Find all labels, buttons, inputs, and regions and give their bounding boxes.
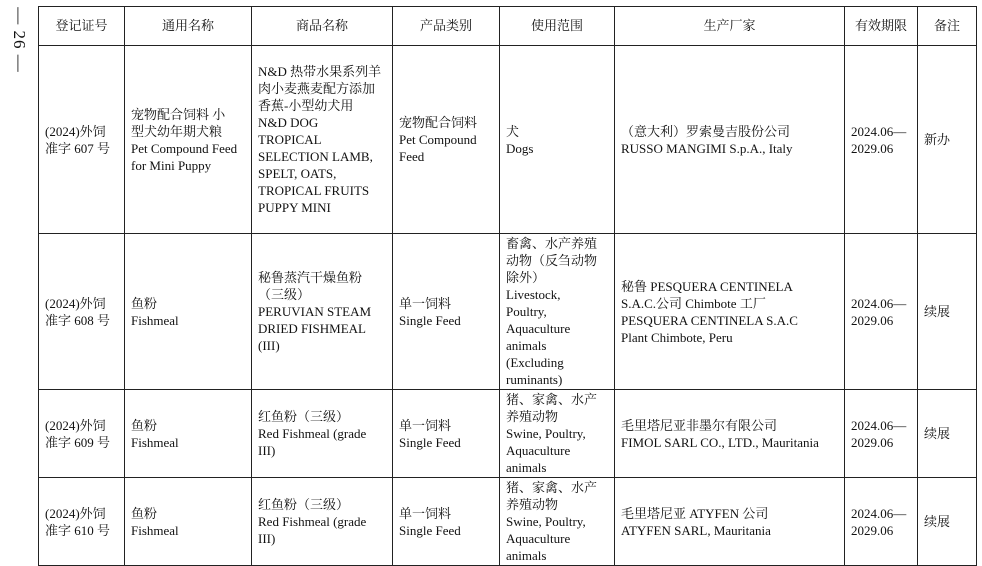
cell-line: 单一饲料: [399, 417, 452, 433]
cell-line: Livestock,: [506, 287, 561, 302]
cell-line: 宠物配合饲料 小: [131, 106, 226, 122]
trade-name-cell: [252, 478, 393, 566]
header-trade-name: 商品名称: [252, 7, 393, 46]
feed-registration-table: [38, 6, 977, 566]
cell-line: （意大利）罗索曼吉股份公司: [621, 123, 791, 139]
cell-line: 畜禽、水产养殖: [506, 236, 598, 251]
cell-line: 秘鲁 PESQUERA CENTINELA: [621, 278, 793, 294]
validity-cell: [845, 46, 918, 234]
cell-line: 2024.06—: [851, 123, 907, 139]
trade-name-cell: [252, 390, 393, 478]
scope-cell: [500, 390, 615, 478]
cell-line: S.A.C.公司 Chimbote 工厂: [621, 295, 766, 311]
cell-line: Aquaculture: [506, 531, 571, 546]
cell-line: (2024)外饲: [45, 417, 106, 433]
page-number-text: — 26 —: [9, 7, 29, 73]
cell-line: N&D 热带水果系列羊: [258, 64, 382, 79]
cell-line: Fishmeal: [131, 522, 179, 538]
cell-line: 单一饲料: [399, 505, 452, 521]
category-cell: [393, 46, 500, 234]
cell-line: Single Feed: [399, 522, 461, 538]
cell-line: 鱼粉: [131, 295, 158, 311]
cell-line: FIMOL SARL CO., LTD., Mauritania: [621, 434, 819, 450]
cell-line: 准字 607 号: [45, 140, 111, 156]
remark-cell: 新办: [918, 46, 977, 234]
cell-line: TROPICAL FRUITS: [258, 183, 370, 198]
header-reg-no: 登记证号: [39, 7, 125, 46]
cell-line: N&D DOG: [258, 115, 319, 130]
cell-line: Fishmeal: [131, 312, 179, 328]
reg-no-cell: [39, 478, 125, 566]
cell-line: (2024)外饲: [45, 505, 106, 521]
cell-line: 型犬幼年期犬粮: [131, 123, 223, 139]
category-cell: [393, 390, 500, 478]
cell-line: Poultry,: [506, 304, 547, 319]
reg-no-cell: [39, 46, 125, 234]
cell-line: 犬: [506, 123, 520, 139]
cell-line: 宠物配合饲料: [399, 115, 478, 130]
validity-cell: [845, 234, 918, 390]
generic-name-cell: [125, 478, 252, 566]
cell-line: DRIED FISHMEAL: [258, 321, 366, 336]
cell-line: Pet Compound Feed: [131, 140, 238, 156]
manufacturer-cell: [615, 390, 845, 478]
cell-line: Fishmeal: [131, 434, 179, 450]
scope-cell: [500, 234, 615, 390]
cell-line: RUSSO MANGIMI S.p.A., Italy: [621, 140, 793, 156]
cell-line: 肉小麦燕麦配方添加: [258, 81, 376, 96]
cell-line: Single Feed: [399, 312, 461, 328]
cell-line: 猪、家禽、水产: [506, 392, 598, 407]
cell-line: Pet Compound: [399, 132, 477, 147]
cell-line: 秘鲁蒸汽干燥鱼粉: [258, 270, 363, 285]
header-manufacturer: 生产厂家: [615, 7, 845, 46]
cell-line: Red Fishmeal (grade: [258, 426, 367, 441]
cell-line: animals: [506, 460, 547, 475]
category-cell: [393, 478, 500, 566]
cell-line: PUPPY MINI: [258, 200, 331, 215]
validity-cell: [845, 390, 918, 478]
cell-line: SELECTION LAMB,: [258, 149, 373, 164]
cell-line: (2024)外饲: [45, 123, 106, 139]
cell-line: 红鱼粉（三级）: [258, 497, 350, 512]
scope-cell: [500, 478, 615, 566]
cell-line: 单一饲料: [399, 295, 452, 311]
header-validity: 有效期限: [845, 7, 918, 46]
table-row: [39, 390, 977, 478]
cell-line: (2024)外饲: [45, 295, 106, 311]
cell-line: for Mini Puppy: [131, 157, 212, 173]
cell-line: III): [258, 443, 276, 458]
header-scope: 使用范围: [500, 7, 615, 46]
cell-line: 猪、家禽、水产: [506, 480, 598, 495]
manufacturer-cell: [615, 478, 845, 566]
cell-line: Red Fishmeal (grade: [258, 514, 367, 529]
cell-line: PESQUERA CENTINELA S.A.C: [621, 312, 798, 328]
cell-line: animals: [506, 338, 547, 353]
cell-line: 准字 610 号: [45, 522, 111, 538]
trade-name-cell: [252, 234, 393, 390]
cell-line: 动物（反刍动物: [506, 253, 598, 268]
cell-line: 准字 608 号: [45, 312, 111, 328]
cell-line: Dogs: [506, 140, 534, 156]
cell-line: Single Feed: [399, 434, 461, 450]
cell-line: 香蕉-小型幼犬用: [258, 98, 354, 113]
cell-line: PERUVIAN STEAM: [258, 304, 372, 319]
cell-line: Swine, Poultry,: [506, 514, 586, 529]
cell-line: （三级）: [258, 287, 311, 302]
cell-line: III): [258, 531, 276, 546]
header-category: 产品类别: [393, 7, 500, 46]
cell-line: 毛里塔尼亚 ATYFEN 公司: [621, 505, 769, 521]
table-row: [39, 234, 977, 390]
cell-line: SPELT, OATS,: [258, 166, 337, 181]
cell-line: (III): [258, 338, 280, 353]
reg-no-cell: [39, 234, 125, 390]
cell-line: Feed: [399, 149, 425, 164]
cell-line: 2029.06: [851, 434, 894, 450]
cell-line: 除外）: [506, 270, 546, 285]
cell-line: Aquaculture: [506, 443, 571, 458]
generic-name-cell: [125, 234, 252, 390]
cell-line: 鱼粉: [131, 505, 158, 521]
cell-line: TROPICAL: [258, 132, 322, 147]
cell-line: 2029.06: [851, 140, 894, 156]
reg-no-cell: [39, 390, 125, 478]
cell-line: 准字 609 号: [45, 434, 111, 450]
page-number: [0, 0, 29, 80]
table-row: [39, 478, 977, 566]
cell-line: 毛里塔尼亚非墨尔有限公司: [621, 417, 778, 433]
scope-cell: [500, 46, 615, 234]
cell-line: 2024.06—: [851, 417, 907, 433]
cell-line: ruminants): [506, 372, 563, 387]
trade-name-cell: [252, 46, 393, 234]
cell-line: 2029.06: [851, 522, 894, 538]
manufacturer-cell: [615, 234, 845, 390]
cell-line: 养殖动物: [506, 497, 559, 512]
table-row: [39, 46, 977, 234]
cell-line: (Excluding: [506, 355, 564, 370]
generic-name-cell: [125, 390, 252, 478]
cell-line: 2024.06—: [851, 295, 907, 311]
cell-line: Swine, Poultry,: [506, 426, 586, 441]
generic-name-cell: [125, 46, 252, 234]
remark-cell: 续展: [918, 234, 977, 390]
cell-line: 鱼粉: [131, 417, 158, 433]
remark-cell: 续展: [918, 390, 977, 478]
cell-line: Plant Chimbote, Peru: [621, 329, 733, 345]
cell-line: ATYFEN SARL, Mauritania: [621, 522, 771, 538]
cell-line: 2029.06: [851, 312, 894, 328]
header-row: [39, 7, 977, 46]
header-remark: 备注: [918, 7, 977, 46]
header-generic-name: 通用名称: [125, 7, 252, 46]
cell-line: 2024.06—: [851, 505, 907, 521]
cell-line: 红鱼粉（三级）: [258, 409, 350, 424]
manufacturer-cell: [615, 46, 845, 234]
remark-cell: 续展: [918, 478, 977, 566]
validity-cell: [845, 478, 918, 566]
category-cell: [393, 234, 500, 390]
cell-line: animals: [506, 548, 547, 563]
cell-line: Aquaculture: [506, 321, 571, 336]
cell-line: 养殖动物: [506, 409, 559, 424]
